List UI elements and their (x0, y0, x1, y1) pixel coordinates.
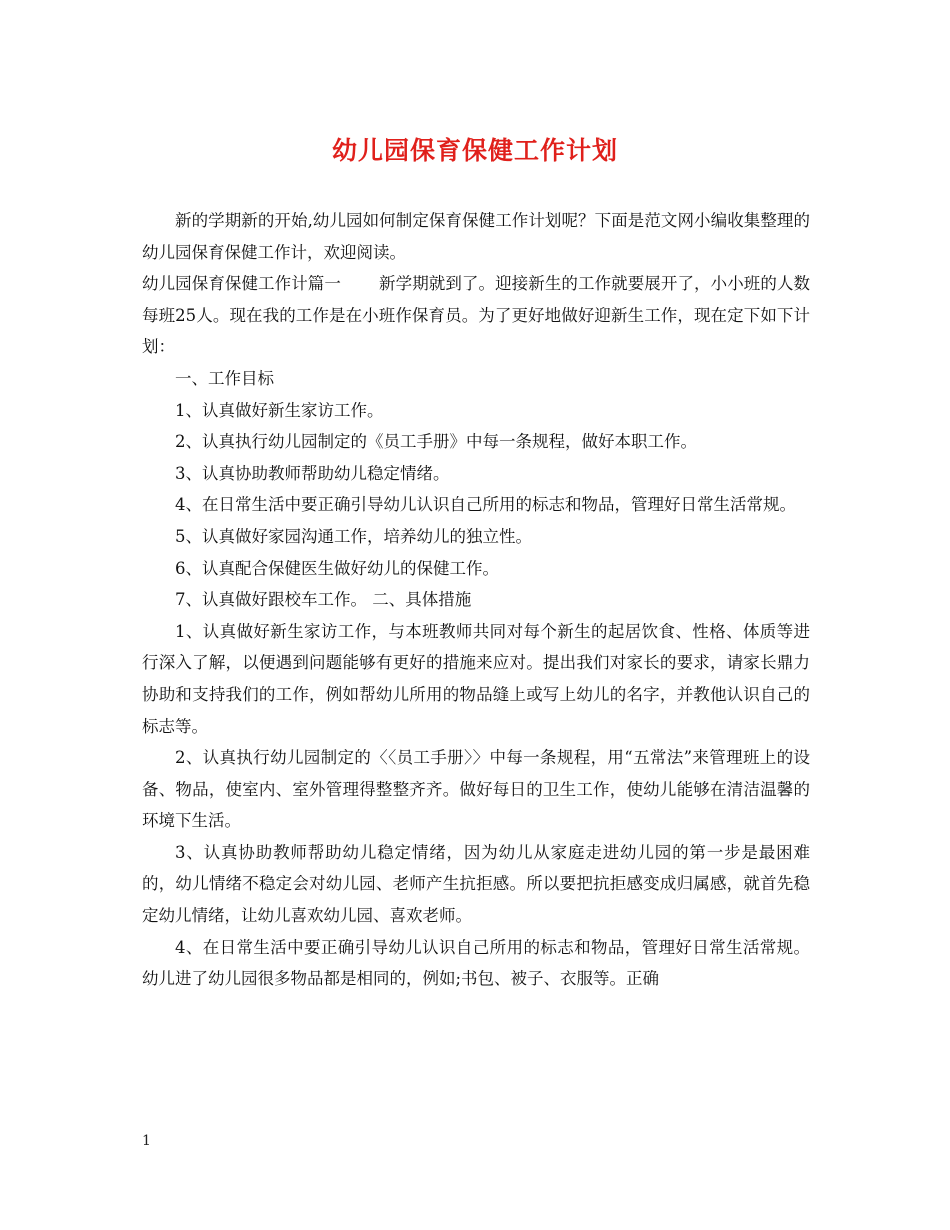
paragraph-goal-2: 2、认真执行幼儿园制定的《员工手册》中每一条规程，做好本职工作。 (175, 432, 697, 452)
document-body (142, 205, 810, 995)
paragraph-measure-2: 2、认真执行幼儿园制定的〈〈员工手册〉〉中每一条规程，用“五常法”来管理班上的设备、物品，使室内、室外管理得整整齐齐。做好每日的卫生工作，使幼儿能够在清洁温馨的环境下生活。 (142, 748, 810, 831)
section-heading: 幼儿园保育保健工作计篇一 (142, 274, 341, 294)
paragraph-goal-3: 3、认真协助教师帮助幼儿稳定情绪。 (175, 463, 450, 483)
paragraph-goals-heading: 一、工作目标 (175, 368, 274, 388)
page-number: 1 (142, 1133, 151, 1149)
paragraph-goal-1: 1、认真做好新生家访工作。 (175, 400, 384, 420)
paragraph-measure-1: 1、认真做好新生家访工作，与本班教师共同对每个新生的起居饮食、性格、体质等进行深入了解，以便遇到问题能够有更好的措施来应对。提出我们对家长的要求，请家长鼎力协助和支持我们的工作，例如帮幼儿所用的物品缝上或写上幼儿的名字，并教他认识自己的标志等。 (142, 621, 810, 736)
section-intro-text: 新学期就到了。迎接新生的工作就要展开了，小小班的人数每班25人。现在我的工作是在小班作保育员。为了更好地做好迎新生工作，现在定下如下计划： (142, 274, 811, 357)
document-title: 幼儿园保育保健工作计划 (331, 136, 618, 165)
paragraph-intro: 新的学期新的开始,幼儿园如何制定保育保健工作计划呢？下面是范文网小编收集整理的幼儿园保育保健工作计，欢迎阅读。 (142, 211, 810, 262)
paragraph-goal-5: 5、认真做好家园沟通工作，培养幼儿的独立性。 (175, 526, 532, 546)
paragraph-measure-3: 3、认真协助教师帮助幼儿稳定情绪，因为幼儿从家庭走进幼儿园的第一步是最困难的，幼儿情绪不稳定会对幼儿园、老师产生抗拒感。所以要把抗拒感变成归属感，就首先稳定幼儿情绪，让幼儿喜欢幼儿园、喜欢老师。 (142, 842, 810, 926)
paragraph-goal-4: 4、在日常生活中要正确引导幼儿认识自己所用的标志和物品，管理好日常生活常规。 (175, 495, 796, 515)
paragraph-goal-6: 6、认真配合保健医生做好幼儿的保健工作。 (175, 558, 499, 578)
paragraph-goal-7: 7、认真做好跟校车工作。 二、具体措施 (175, 590, 472, 610)
paragraph-measure-4: 4、在日常生活中要正确引导幼儿认识自己所用的标志和物品，管理好日常生活常规。幼儿进了幼儿园很多物品都是相同的，例如;书包、被子、衣服等。正确 (142, 937, 810, 989)
paragraph-section-one (142, 268, 810, 363)
